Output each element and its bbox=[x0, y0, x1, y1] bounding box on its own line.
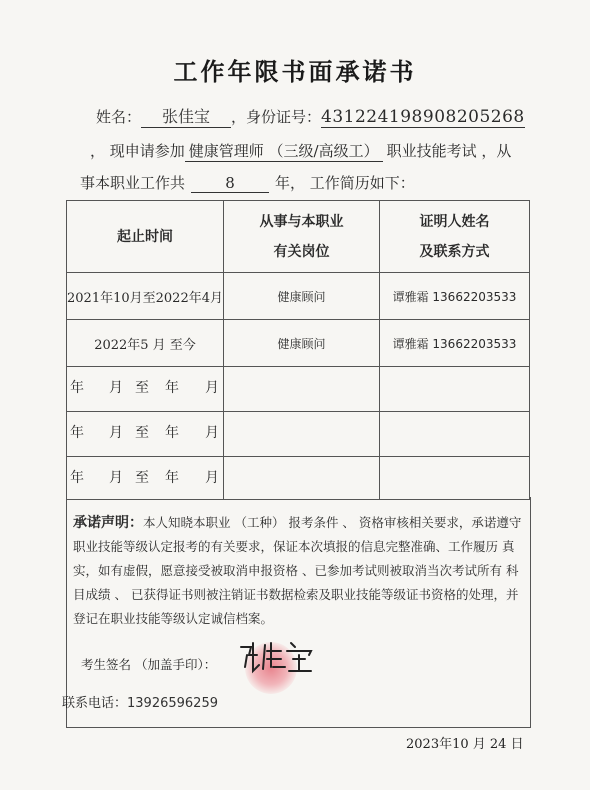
row1-time: 2021年10月至2022年4月 bbox=[67, 273, 224, 320]
apply-line bbox=[90, 140, 511, 162]
empty-month-end: 月 bbox=[205, 380, 219, 396]
table-row-empty bbox=[67, 367, 530, 412]
empty-year-start: 年 bbox=[70, 470, 84, 486]
empty-row2-witness bbox=[380, 412, 530, 457]
signature-label: 考生签名 （加盖手印）： bbox=[81, 657, 217, 672]
work-prefix: 事本职业工作共 bbox=[80, 174, 186, 192]
work-years-line bbox=[80, 172, 415, 193]
header-witness-line2: 及联系方式 bbox=[419, 243, 490, 260]
empty-row3-time bbox=[67, 457, 224, 500]
header-post bbox=[224, 201, 380, 273]
empty-year-start: 年 bbox=[70, 425, 84, 441]
name-id-line bbox=[96, 104, 525, 128]
empty-row1-post bbox=[224, 367, 380, 412]
work-suffix: 年， 工作简历如下： bbox=[275, 174, 415, 192]
header-witness-line1: 证明人姓名 bbox=[419, 213, 490, 230]
empty-row1-witness bbox=[380, 367, 530, 412]
name-label: 姓名： bbox=[96, 108, 142, 126]
name-value: 张佳宝 bbox=[141, 104, 231, 128]
table-row bbox=[67, 273, 530, 320]
sign-date: 2023年10 月 24 日 bbox=[406, 737, 524, 752]
id-number: 431224198908205268 bbox=[321, 107, 525, 127]
empty-row1-time bbox=[67, 367, 224, 412]
row2-witness: 谭雅霜 13662203533 bbox=[380, 320, 530, 367]
phone-label: 联系电话： bbox=[62, 696, 128, 711]
header-witness bbox=[380, 201, 530, 273]
handwritten-signature bbox=[237, 637, 317, 677]
empty-row3-witness bbox=[380, 457, 530, 500]
empty-month-start: 月 bbox=[109, 470, 123, 486]
empty-month-start: 月 bbox=[109, 425, 123, 441]
empty-month-start: 月 bbox=[109, 380, 123, 396]
table-row-empty bbox=[67, 412, 530, 457]
empty-year-end: 年 bbox=[165, 380, 179, 396]
apply-exam: 健康管理师 （三级/高级工） bbox=[185, 140, 383, 162]
empty-year-end: 年 bbox=[165, 470, 179, 486]
apply-suffix: 职业技能考试 ，从 bbox=[386, 142, 512, 160]
commitment-statement bbox=[73, 511, 525, 631]
statement-label: 承诺声明： bbox=[73, 515, 143, 531]
empty-month-end: 月 bbox=[205, 470, 219, 486]
header-post-line1: 从事与本职业 bbox=[259, 213, 344, 230]
table-header-row bbox=[67, 201, 530, 273]
empty-year-start: 年 bbox=[70, 380, 84, 396]
header-time bbox=[67, 201, 224, 273]
document-title: 工作年限书面承诺书 bbox=[173, 57, 417, 86]
row2-post: 健康顾问 bbox=[224, 320, 380, 367]
row2-time: 2022年5 月 至今 bbox=[67, 320, 224, 367]
header-time-text: 起止时间 bbox=[117, 228, 173, 245]
phone-value: 13926596259 bbox=[127, 696, 218, 711]
apply-prefix: ， 现申请参加 bbox=[90, 142, 185, 160]
table-row bbox=[67, 320, 530, 367]
row1-witness: 谭雅霜 13662203533 bbox=[380, 273, 530, 320]
empty-row3-post bbox=[224, 457, 380, 500]
employment-history-table bbox=[66, 200, 530, 500]
empty-to: 至 bbox=[135, 470, 149, 486]
empty-to: 至 bbox=[135, 425, 149, 441]
id-label: ，身份证号： bbox=[231, 108, 322, 126]
header-post-line2: 有关岗位 bbox=[273, 243, 330, 260]
table-row-empty bbox=[67, 457, 530, 500]
row1-post: 健康顾问 bbox=[224, 273, 380, 320]
contact-phone bbox=[62, 692, 218, 711]
empty-row2-time bbox=[67, 412, 224, 457]
empty-month-end: 月 bbox=[205, 425, 219, 441]
work-years: 8 bbox=[191, 174, 269, 193]
statement-text: 本人知晓本职业 （工种） 报考条件 、 资格审核相关要求，承诺遵守职业技能等级认定报考的有关要求，保证本次填报的信息完整准确、工作履历 真实，如有虚假，愿意接受被取消申报资格 、已参加考试则被取消当次考试所有 科目成绩 、 已获得证书则被注销证书数据检索及职业技能等级证书资格的处理，并登记在职业技能等级认定诚信档案。 bbox=[73, 515, 522, 626]
empty-to: 至 bbox=[135, 380, 149, 396]
empty-row2-post bbox=[224, 412, 380, 457]
empty-year-end: 年 bbox=[165, 425, 179, 441]
